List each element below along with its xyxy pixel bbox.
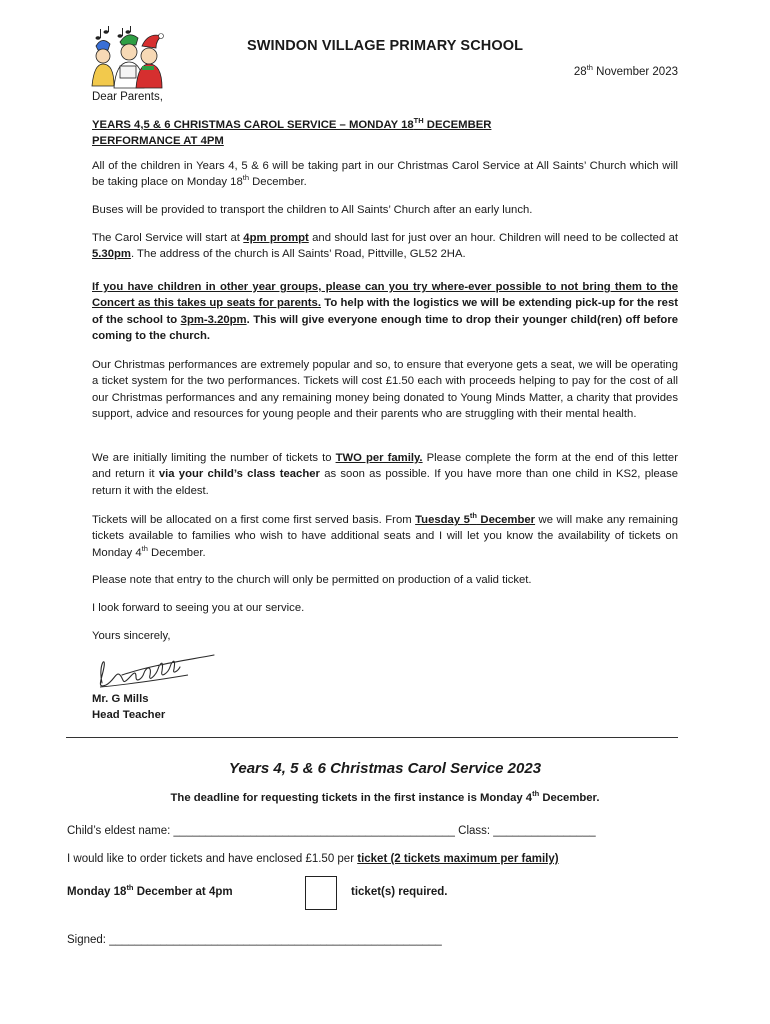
paragraph-intro: All of the children in Years 4, 5 & 6 will be taking part in our Christmas Carol Service at All Saints’ Church which will be taking place on Monday 18th December. [92,160,678,189]
section-divider [66,737,678,738]
signature-icon [92,645,220,693]
order-statement: I would like to order tickets and have enclosed £1.50 per ticket (2 tickets maximum per family) [67,853,559,865]
paragraph-buses: Buses will be provided to transport the children to All Saints’ Church after an early lunch. [92,204,533,216]
signer-name: Mr. G Mills [92,693,149,705]
paragraph-limit: We are initially limiting the number of tickets to TWO per family. Please complete the form at the end of this letter and return it via your child’s class teacher as soon as possible. If you have more than one child in KS2, please return it with the eldest. [92,452,678,497]
paragraph-entry: Please note that entry to the church will only be permitted on production of a valid ticket. [92,574,532,586]
tickets-required-label: ticket(s) required. [351,886,448,898]
signature-field[interactable]: Signed: ____________________________________________________ [67,934,442,946]
carol-singers-icon [90,26,174,92]
salutation: Dear Parents, [92,91,163,103]
letter-date: 28th November 2023 [573,63,678,78]
paragraph-allocation: Tickets will be allocated on a first come first served basis. From Tuesday 5th December we will make any remaining tickets available to families who wish to have additional seats and I will let you know the availability of tickets on Monday 4th December. [92,511,678,559]
ticket-quantity-box[interactable] [305,876,337,910]
form-deadline: The deadline for requesting tickets in the first instance is Monday 4th December. [170,789,600,804]
paragraph-timing: The Carol Service will start at 4pm prompt and should last for just over an hour. Children will need to be collected at 5.30pm. The address of the church is All Saints’ Road, Pittville, GL52 2HA. [92,232,678,261]
paragraph-other-children: If you have children in other year groups, please can you try where-ever possible to not bring them to the Concert as this takes up seats for parents. To help with the logistics we will be extending pick-up for the rest of the school to 3pm-3.20pm. This will give everyone enough time to drop their younger child(ren) off before coming to the church. [92,281,678,343]
performance-label: Monday 18th December at 4pm [67,883,233,898]
paragraph-tickets: Our Christmas performances are extremely popular and so, to ensure that everyone gets a seat, we will be operating a ticket system for the two performances. Tickets will cost £1.50 each with proceeds helping to pay for the cost of all our Christmas performances and any remaining money being donated to Young Minds Matter, a charity that provides support, advice and resources for young people and their parents who are struggling with their mental health. [92,359,678,421]
sign-off: Yours sincerely, [92,630,171,642]
signer-title: Head Teacher [92,709,166,721]
form-title: Years 4, 5 & 6 Christmas Carol Service 2023 [228,760,542,777]
child-name-field[interactable]: Child’s eldest name: ____________________________________________ Class: ________________ [67,825,596,837]
school-name: SWINDON VILLAGE PRIMARY SCHOOL [246,38,524,54]
letter-heading: YEARS 4,5 & 6 CHRISTMAS CAROL SERVICE – MONDAY 18TH DECEMBER PERFORMANCE AT 4PM [92,116,492,147]
signer-block [92,691,165,723]
paragraph-closing: I look forward to seeing you at our service. [92,602,305,614]
